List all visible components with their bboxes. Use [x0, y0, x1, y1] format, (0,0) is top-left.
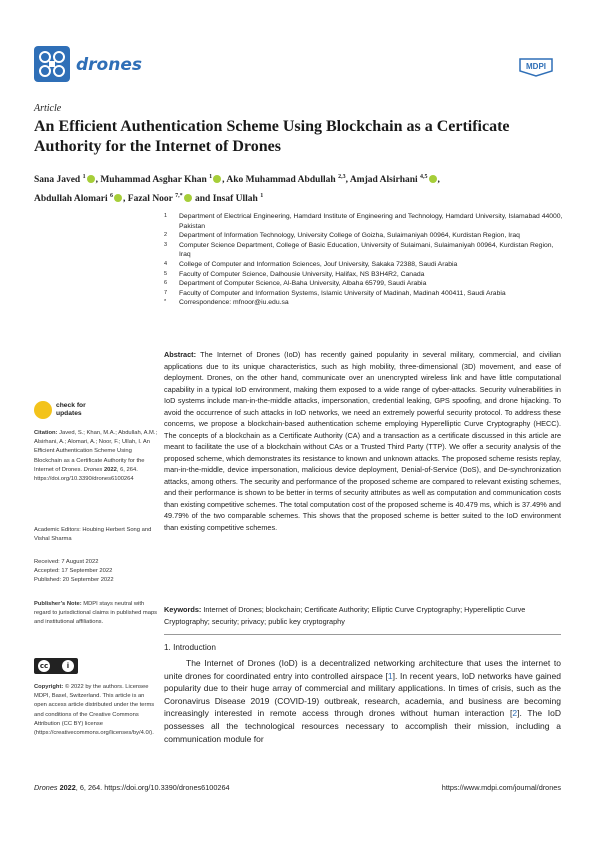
author-list: Sana Javed $^1$ , Muhammad Asghar Khan $^1$ , Ako Muhammad Abdullah $^{2,3}$, Amjad Alsirhani $^{4,5}$ , Abdullah Alomari $^6$ , Fazal Noor $^{7,*}$ and Insaf Ullah $^1$	[34, 174, 440, 205]
affiliation-list	[164, 212, 564, 308]
author-affil-sup: 2,3	[338, 174, 346, 180]
check-updates-label: check for updates	[56, 402, 86, 417]
affiliation-item	[164, 212, 564, 231]
publisher-note-label: Publisher’s Note:	[34, 601, 82, 607]
copyright-text: © 2022 by the authors. Licensee MDPI, Basel, Switzerland. This article is an open access article distributed under the terms and conditions of the Creative Commons Attribution (CC BY) license (https://creativecommons.org/licenses/by/4.0/).	[34, 684, 155, 737]
affiliation-item	[164, 241, 564, 260]
and-word: and	[194, 194, 211, 205]
journal-logo-icon	[34, 46, 70, 82]
affiliation-number: *	[164, 299, 167, 306]
publisher-note	[34, 600, 158, 628]
section-title: 1. Introduction	[164, 643, 216, 652]
keywords-label: Keywords:	[164, 605, 202, 614]
author-affil-sup: 1	[260, 193, 264, 200]
received-date: Received: 7 August 2022	[34, 559, 99, 565]
author-affil-sup: 6	[110, 193, 114, 200]
affiliation-text: Computer Science Department, College of Basic Education, University of Sulaimani, Sulaimaniyah 00964, Kurdistan Region, Iraq	[179, 241, 554, 259]
cc-icon: cc	[39, 662, 49, 670]
affiliation-item	[164, 289, 564, 299]
intro-paragraph	[164, 657, 561, 745]
affiliation-number: 4	[164, 260, 168, 267]
page-footer	[34, 783, 561, 792]
dates-block	[34, 558, 158, 586]
orcid-icon[interactable]	[114, 194, 122, 202]
citation-label: Citation:	[34, 430, 58, 436]
by-icon: i	[62, 660, 74, 672]
author-affil-sup: 4,5	[420, 174, 428, 180]
author-name: Ako Muhammad Abdullah	[226, 175, 336, 186]
author-affil-sup: 1	[82, 174, 86, 180]
intro-text: ]. The IoD possesses all the technological resources necessary to accomplish their mission, including a communication module for	[164, 708, 561, 744]
citation-block	[34, 429, 158, 484]
correspondence-item	[164, 298, 564, 308]
citation-journal: Drones	[83, 466, 103, 473]
reference-link[interactable]: 1	[387, 670, 393, 681]
author-affil-sup: 7,*	[175, 193, 183, 200]
reference-link[interactable]: 2	[512, 708, 518, 719]
orcid-icon[interactable]	[429, 175, 437, 183]
journal-name[interactable]: drones	[76, 55, 142, 75]
footer-doi[interactable]: , 6, 264. https://doi.org/10.3390/drones6100264	[75, 783, 230, 792]
abstract-label: Abstract:	[164, 350, 197, 359]
footer-journal: Drones	[34, 783, 58, 792]
affiliation-number: 7	[164, 289, 168, 296]
article-type: Article	[34, 103, 62, 114]
author-name: Amjad Alsirhani	[349, 175, 418, 186]
affiliation-number: 5	[164, 270, 168, 277]
publisher-logo-icon	[516, 57, 556, 77]
author-name: Fazal Noor	[127, 194, 173, 205]
affiliation-number: 3	[164, 241, 168, 248]
author-affil-sup: 1	[209, 174, 213, 180]
orcid-icon[interactable]	[213, 175, 221, 183]
intro-text: The Internet of Drones (IoD) is a decentralized networking architecture that uses the internet to unite drones for coordinated entry into controlled airspace [	[164, 658, 561, 681]
correspondence-text[interactable]: Correspondence: mfnoor@iu.edu.sa	[179, 299, 289, 307]
affiliation-text: Department of Computer Science, Al-Baha University, Albaha 65799, Saudi Arabia	[179, 280, 427, 288]
affiliation-item	[164, 270, 564, 280]
check-updates-icon	[34, 401, 52, 419]
publisher-name: MDPI	[526, 62, 546, 71]
orcid-icon[interactable]	[184, 194, 192, 202]
keywords-text: Internet of Drones; blockchain; Certificate Authority; Elliptic Curve Cryptography; Hyperelliptic Curve Cryptography; security; privacy; public key cryptography	[164, 605, 526, 626]
affiliation-item	[164, 231, 564, 241]
affiliation-number: 6	[164, 280, 168, 287]
orcid-icon[interactable]	[87, 175, 95, 183]
affiliation-text: College of Computer and Information Sciences, Jouf University, Sakaka 72388, Saudi Arabia	[179, 260, 458, 268]
author-name: Abdullah Alomari	[34, 194, 108, 205]
author-name: Muhammad Asghar Khan	[100, 175, 207, 186]
copyright-block	[34, 683, 158, 738]
affiliation-item	[164, 260, 564, 270]
author-name: Insaf Ullah	[212, 194, 258, 205]
cc-by-license-badge[interactable]	[34, 658, 78, 674]
affiliation-text: Faculty of Computer Science, Dalhousie University, Halifax, NS B3H4R2, Canada	[179, 270, 425, 278]
publisher-note-text: MDPI stays neutral with regard to jurisdictional claims in published maps and institutional affiliations.	[34, 601, 158, 626]
check-for-updates-button[interactable]	[34, 401, 134, 421]
citation-text: Javed, S.; Khan, M.A.; Abdullah, A.M.; Alsirhani, A.; Alomari, A.; Noor, F.; Ullah, I. An Efficient Authentication Scheme Using Blockchain as a Certificate Authority for the Internet of Drones.	[34, 430, 158, 473]
intro-text: ]. In recent years, IoD networks have gained popularity due to their huge array of commercial and military applications. In times of crisis, such as the Coronavirus Disease 2019 (COVID-19) outbreak, research, academia, and business are becoming increasingly interested in remote access through drones without human interaction [	[164, 670, 561, 719]
published-date: Published: 20 September 2022	[34, 577, 114, 584]
section-divider	[164, 634, 561, 635]
abstract	[164, 349, 561, 533]
author-name: Sana Javed	[34, 175, 81, 186]
affiliation-item	[164, 279, 564, 289]
abstract-text: The Internet of Drones (IoD) has recently gained popularity in several military, commercial, and civilian applications due to its unique characteristics, such as high mobility, three-dimensional (3D) movement, and ease of deployment. Drones, on the other hand, communicate over an unencrypted wireless link and have little computational capability in a typical IoD environment, making them exposed to a wide range of cyber-attacks. Security vulnerabilities in IoD systems include man-in-the-middle attacks, impersonation, credential leaking, GPS spoofing, and drone hijacking. To avoid the occurrence of such attacks in IoD networks, we need an extremely powerful security protocol. To address these concerns, we propose a blockchain-based authentication scheme employing Hyperelliptic Curve Cryptography (HECC). The concepts of a blockchain as a Certificate Authority (CA) and a transaction as a certificate discussed in this article are meant to facilitate the use of a blockchain without CAs or a Trusted Third Party (TTP). We offer a security analysis of the proposed scheme, which demonstrates its resistance to known and unknown attacks. The proposed scheme resists replay, man-in-the-middle, device impersonation, malicious device deployment, Denial-of-Service (DoS), and De-synchronization attacks, among others. The security and performance of the proposed scheme are compared to relevant existing schemes, and their performance is shown to be better in terms of security attributes as well as computation and communication costs than existing competitive schemes. The total computation cost of the proposed scheme is 40.479 ms, which is 37.49% and 49.79% of the two comparable schemes. This shows that the proposed scheme is better suited to the IoD environment than existing competitive schemes.	[164, 350, 561, 532]
footer-journal-url[interactable]: https://www.mdpi.com/journal/drones	[441, 783, 561, 792]
footer-year: 2022	[59, 783, 76, 792]
academic-editors: Academic Editors: Houbing Herbert Song and Vishal Sharma	[34, 527, 152, 543]
keywords	[164, 604, 561, 627]
affiliation-text: Department of Electrical Engineering, Hamdard Institute of Engineering and Technology, Hamdard University, Islamabad 44000, Pakistan	[179, 213, 563, 230]
citation-doi[interactable]: , 6, 264. https://doi.org/10.3390/drones6100264	[34, 466, 138, 483]
affiliation-number: 2	[164, 232, 168, 239]
copyright-label: Copyright:	[34, 684, 64, 690]
article-title: An Efficient Authentication Scheme Using Blockchain as a Certificate Authority for the Internet of Drones	[34, 118, 510, 155]
affiliation-text: Faculty of Computer and Information Systems, Islamic University of Madinah, Madinah 400411, Saudi Arabia	[179, 289, 506, 297]
affiliation-text: Department of Information Technology, University College of Goizha, Sulaimaniyah 00964, Kurdistan Region, Iraq	[179, 232, 520, 240]
accepted-date: Accepted: 17 September 2022	[34, 568, 113, 575]
citation-year: 2022	[103, 466, 117, 473]
affiliation-number: 1	[164, 213, 168, 219]
